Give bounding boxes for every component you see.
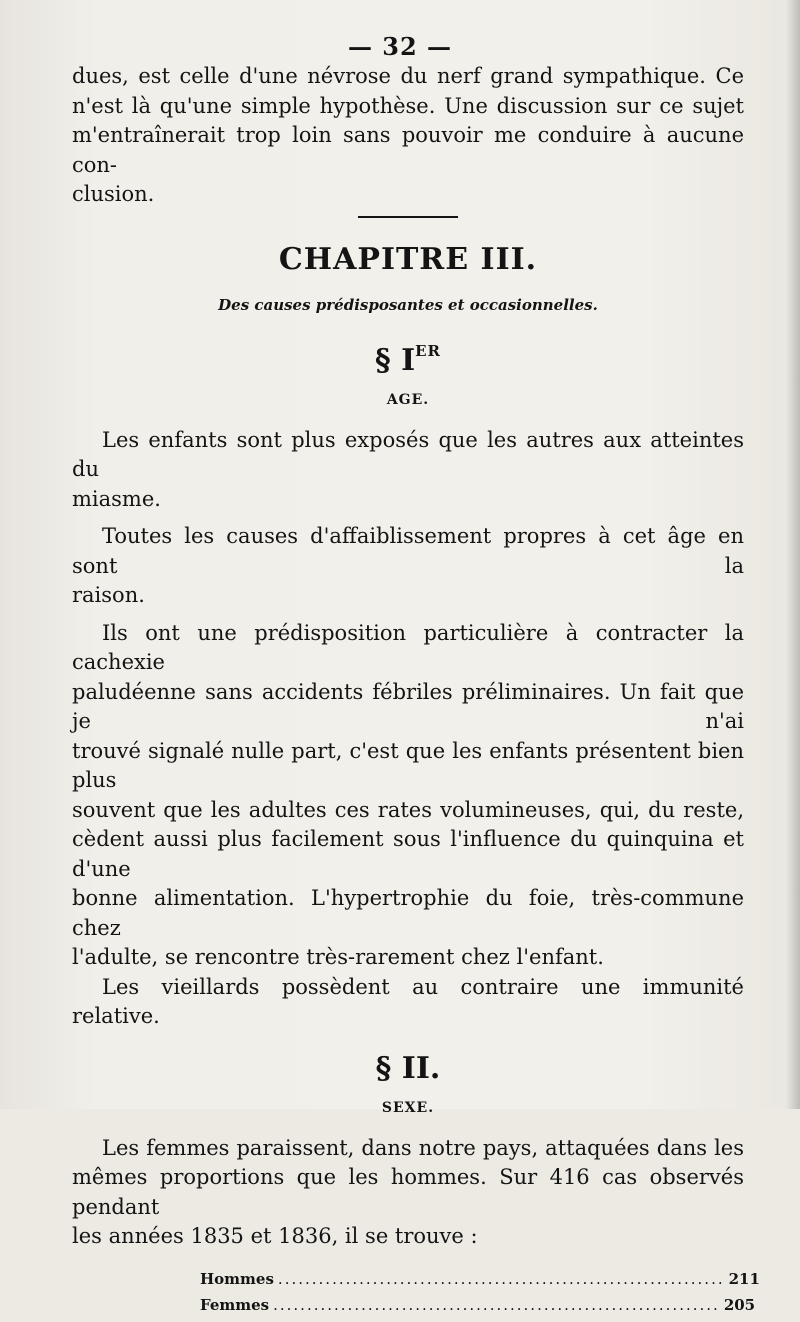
text-line: bonne alimentation. L'hypertrophie du foie, très-commune chez bbox=[72, 886, 744, 940]
section-heading-2: § II. bbox=[375, 1050, 441, 1086]
text-line: miasme. bbox=[72, 486, 161, 511]
text-line: mêmes proportions que les hommes. Sur 416 cas observés pendant bbox=[72, 1165, 744, 1219]
binding-shadow bbox=[786, 0, 800, 1109]
text-line: Ils ont une prédisposition particulière à contracter la cachexie bbox=[72, 620, 744, 674]
text-line: Les vieillards possèdent au contraire une immunité relative. bbox=[72, 974, 744, 1028]
stat-label: Femmes bbox=[200, 1295, 270, 1314]
text-line: paludéenne sans accidents fébriles préliminaires. Un fait que je n'ai bbox=[72, 679, 744, 733]
age-paragraph-3 bbox=[72, 619, 744, 973]
stat-value: 205 bbox=[723, 1295, 756, 1314]
section-mark: § I bbox=[374, 342, 416, 378]
text-line: Les enfants sont plus exposés que les autres aux atteintes du bbox=[72, 427, 744, 481]
section-heading-1 bbox=[72, 332, 744, 380]
separator-rule bbox=[358, 216, 458, 218]
chapter-title: CHAPITRE III. bbox=[278, 241, 538, 277]
text-line: n'est là qu'une simple hypothèse. Une discussion sur ce sujet bbox=[72, 93, 744, 118]
leader-dots: .................................................................. bbox=[277, 1269, 725, 1288]
stat-value: 211 bbox=[728, 1269, 760, 1288]
text-line: m'entraînerait trop loin sans pouvoir me conduire à aucune con- bbox=[72, 123, 744, 177]
stat-label: Hommes bbox=[200, 1269, 274, 1288]
text-line: cèdent aussi plus facilement sous l'influence du quinquina et d'une bbox=[72, 827, 744, 881]
section-topic-sexe: SEXE. bbox=[381, 1099, 435, 1116]
sexe-paragraph bbox=[72, 1134, 744, 1252]
text-line: trouvé signalé nulle part, c'est que les enfants présentent bien plus bbox=[72, 738, 744, 792]
age-paragraph-2 bbox=[72, 522, 744, 611]
intro-paragraph bbox=[72, 62, 744, 210]
age-paragraph-4 bbox=[72, 973, 744, 1032]
page-content bbox=[72, 62, 760, 1322]
leader-dots: .................................................................. bbox=[273, 1295, 720, 1314]
text-line: les années 1835 et 1836, il se trouve : bbox=[72, 1224, 478, 1248]
section-topic-age: AGE. bbox=[386, 391, 430, 408]
age-paragraph-1 bbox=[72, 426, 744, 515]
page-number: — 32 — bbox=[347, 32, 453, 61]
text-line: souvent que les adultes ces rates volumineuses, qui, du reste, bbox=[72, 797, 744, 822]
stat-row-hommes bbox=[200, 1269, 760, 1296]
text-line: dues, est celle d'une névrose du nerf grand sympathique. Ce bbox=[72, 64, 744, 88]
chapter-subtitle: Des causes prédisposantes et occasionnelles. bbox=[218, 295, 598, 314]
section-mark-suffix: ER bbox=[415, 341, 442, 360]
text-line: Toutes les causes d'affaiblissement propres à cet âge en sont la bbox=[72, 524, 744, 578]
text-line: l'adulte, se rencontre très-rarement chez l'enfant. bbox=[72, 945, 604, 969]
text-line: raison. bbox=[72, 583, 145, 607]
stat-row-femmes bbox=[200, 1295, 756, 1322]
text-line: Les femmes paraissent, dans notre pays, attaquées dans les bbox=[102, 1135, 744, 1160]
text-line: clusion. bbox=[72, 182, 155, 206]
sex-statistics-table bbox=[72, 1269, 760, 1322]
